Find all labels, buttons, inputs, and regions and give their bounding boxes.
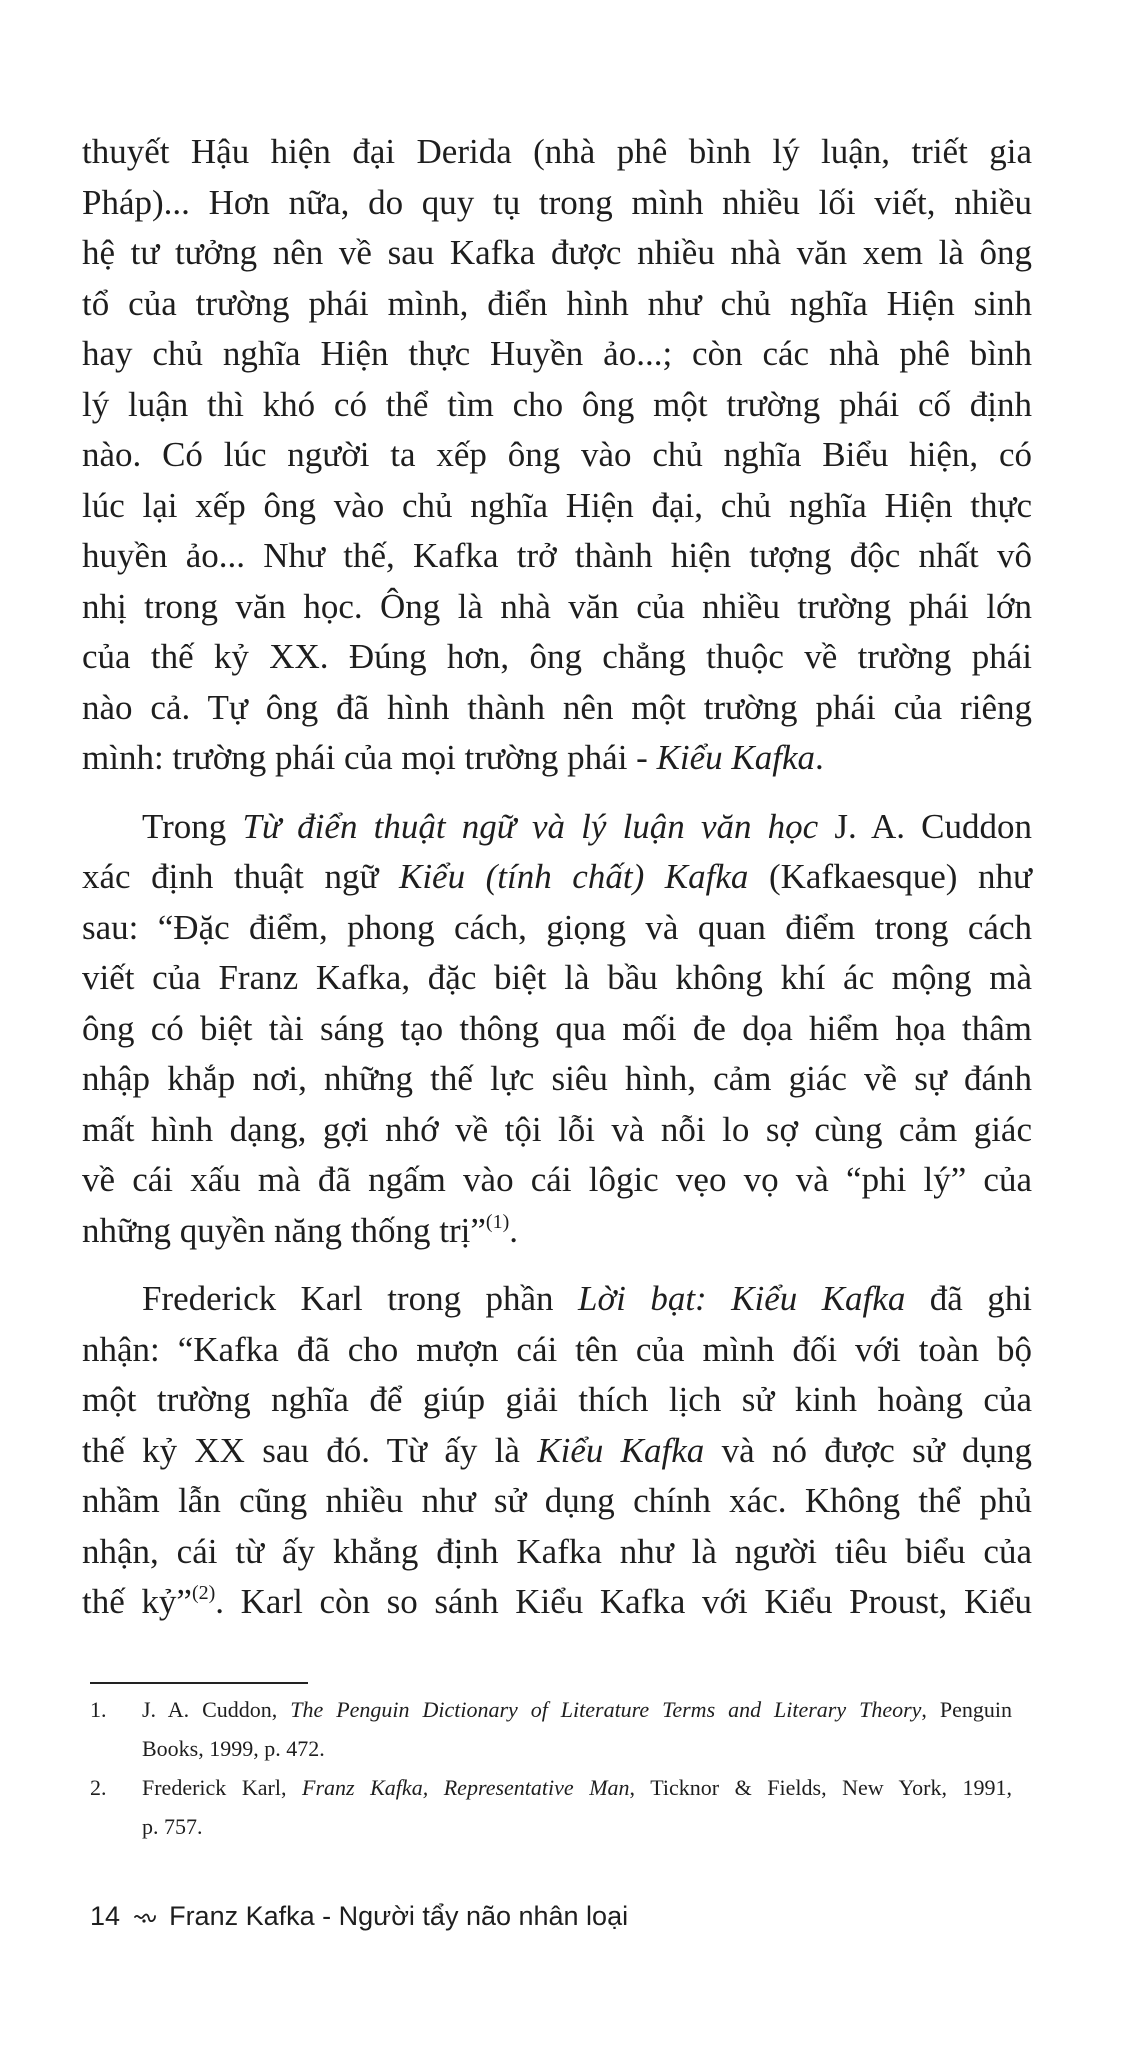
text-run: nhập khắp nơi, những thế lực siêu hình, cảm giác về sự đánh <box>82 1059 1032 1098</box>
text-run: về cái xấu mà đã ngấm vào cái lôgic vẹo vọ và “phi lý” của <box>82 1160 1032 1199</box>
footnote <box>90 1690 1012 1768</box>
text-run: Books, 1999, p. 472. <box>142 1736 325 1761</box>
text-run: J. A. Cuddon, <box>142 1697 291 1722</box>
text-line <box>82 1274 1032 1325</box>
page-number: 14 <box>90 1901 121 1931</box>
text-run: J. A. Cuddon <box>818 806 1032 846</box>
text-line <box>82 1375 1032 1426</box>
text-run: một trường nghĩa để giúp giải thích lịch sử kinh hoàng của <box>82 1380 1032 1419</box>
text-line <box>82 1155 1032 1206</box>
text-run: p. 757. <box>142 1814 203 1839</box>
text-line <box>82 1577 1032 1628</box>
running-title: Franz Kafka - Người tẩy não nhân loại <box>169 1901 629 1931</box>
footnote-separator <box>90 1682 308 1684</box>
page-footer <box>90 1898 628 1934</box>
footnote-reference: (2) <box>191 1582 216 1604</box>
text-line <box>82 228 1032 279</box>
footnotes <box>90 1690 1012 1846</box>
text-line <box>82 632 1032 683</box>
text-line <box>82 953 1032 1004</box>
text-run: Frederick Karl trong phần <box>142 1279 579 1318</box>
body-text <box>82 127 1032 1646</box>
italic-text: Kiểu (tính chất) Kafka <box>398 857 749 896</box>
text-line <box>82 1004 1032 1055</box>
text-run: nhị trong văn học. Ông là nhà văn của nhiều trường phái lớn <box>82 586 1032 626</box>
swirl-ornament-icon <box>134 1911 156 1925</box>
paragraph <box>82 1274 1032 1628</box>
text-line <box>82 582 1032 633</box>
text-run: . <box>509 1210 518 1250</box>
italic-text: Kiểu Kafka <box>537 1430 705 1470</box>
text-line <box>82 279 1032 330</box>
text-run: thế kỷ” <box>82 1582 192 1621</box>
footnote-line <box>142 1690 1012 1729</box>
text-line <box>82 178 1032 229</box>
text-line <box>82 1105 1032 1156</box>
text-run: xác định thuật ngữ <box>82 857 399 896</box>
text-run: nào cả. Tự ông đã hình thành nên một trường phái của riêng <box>82 687 1032 727</box>
text-run: của thế kỷ XX. Đúng hơn, ông chẳng thuộc về trường phái <box>82 637 1032 676</box>
text-run: mình: trường phái của mọi trường phái - <box>82 738 657 777</box>
text-run: hệ tư tưởng nên về sau Kafka được nhiều nhà văn xem là ông <box>82 233 1032 272</box>
text-run: Pháp)... Hơn nữa, do quy tụ trong mình nhiều lối viết, nhiều <box>82 182 1032 222</box>
text-line <box>82 802 1032 853</box>
text-run: nhận, cái từ ấy khẳng định Kafka như là người tiêu biểu của <box>82 1531 1032 1571</box>
italic-text: Franz Kafka, Representative Man <box>302 1775 630 1800</box>
text-line <box>82 852 1032 903</box>
text-run: huyền ảo... Như thế, Kafka trở thành hiện tượng độc nhất vô <box>82 536 1032 575</box>
italic-text: Kiểu Kafka <box>656 738 816 777</box>
text-line <box>82 903 1032 954</box>
text-run: mất hình dạng, gợi nhớ về tội lỗi và nỗi lo sợ cùng cảm giác <box>82 1109 1032 1149</box>
text-run: nào. Có lúc người ta xếp ông vào chủ nghĩa Biểu hiện, có <box>82 435 1032 474</box>
footnote-number: 2. <box>90 1775 107 1800</box>
text-run: viết của Franz Kafka, đặc biệt là bầu không khí ác mộng mà <box>82 958 1032 997</box>
text-run: đã ghi <box>905 1279 1032 1318</box>
footnote-number: 1. <box>90 1697 107 1722</box>
paragraph <box>82 802 1032 1257</box>
footnote-line <box>142 1729 1012 1768</box>
text-run: ông có biệt tài sáng tạo thông qua mối đe dọa hiểm họa thâm <box>82 1008 1032 1048</box>
text-run: nhầm lẫn cũng nhiều như sử dụng chính xác. Không thể phủ <box>82 1481 1032 1520</box>
italic-text: The Penguin Dictionary of Literature Terms and Literary Theory <box>290 1697 922 1722</box>
footnote-line <box>142 1807 1012 1846</box>
text-line <box>82 531 1032 582</box>
footnote-reference: (1) <box>485 1210 510 1233</box>
text-line <box>82 127 1032 178</box>
text-line <box>82 733 1032 784</box>
text-run: . Karl còn so sánh Kiểu Kafka với Kiểu Proust, Kiểu <box>215 1582 1032 1621</box>
text-line <box>82 1325 1032 1376</box>
text-run: thế kỷ XX sau đó. Từ ấy là <box>82 1430 538 1470</box>
text-run: sau: “Đặc điểm, phong cách, giọng và quan điểm trong cách <box>82 907 1032 947</box>
text-run: hay chủ nghĩa Hiện thực Huyền ảo...; còn các nhà phê bình <box>82 334 1032 373</box>
text-line <box>82 481 1032 532</box>
footnote <box>90 1768 1012 1846</box>
footnote-line <box>142 1768 1012 1807</box>
text-run: lúc lại xếp ông vào chủ nghĩa Hiện đại, chủ nghĩa Hiện thực <box>82 485 1032 525</box>
text-run: lý luận thì khó có thể tìm cho ông một trường phái cố định <box>82 384 1032 424</box>
text-run: những quyền năng thống trị” <box>82 1210 486 1250</box>
text-run: , Penguin <box>921 1697 1012 1722</box>
text-line <box>82 1527 1032 1578</box>
italic-text: Từ điển thuật ngữ và lý luận văn học <box>242 806 819 846</box>
text-run: Trong <box>142 806 243 846</box>
text-line <box>82 1054 1032 1105</box>
text-run: (Kafkaesque) như <box>748 857 1032 896</box>
text-line <box>82 1476 1032 1527</box>
text-run: nhận: “Kafka đã cho mượn cái tên của mình đối với toàn bộ <box>82 1329 1032 1369</box>
text-run: , Ticknor & Fields, New York, 1991, <box>629 1775 1013 1800</box>
text-line <box>82 430 1032 481</box>
italic-text: Lời bạt: Kiểu Kafka <box>578 1279 906 1318</box>
text-line <box>82 380 1032 431</box>
text-run: Frederick Karl, <box>142 1775 303 1800</box>
text-line <box>82 1206 1032 1257</box>
text-run: . <box>815 738 824 777</box>
text-run: và nó được sử dụng <box>704 1430 1032 1470</box>
text-line <box>82 683 1032 734</box>
text-run: thuyết Hậu hiện đại Derida (nhà phê bình lý luận, triết gia <box>82 132 1032 171</box>
text-line <box>82 1426 1032 1477</box>
text-run: tổ của trường phái mình, điển hình như chủ nghĩa Hiện sinh <box>82 283 1032 323</box>
text-line <box>82 329 1032 380</box>
paragraph <box>82 127 1032 784</box>
